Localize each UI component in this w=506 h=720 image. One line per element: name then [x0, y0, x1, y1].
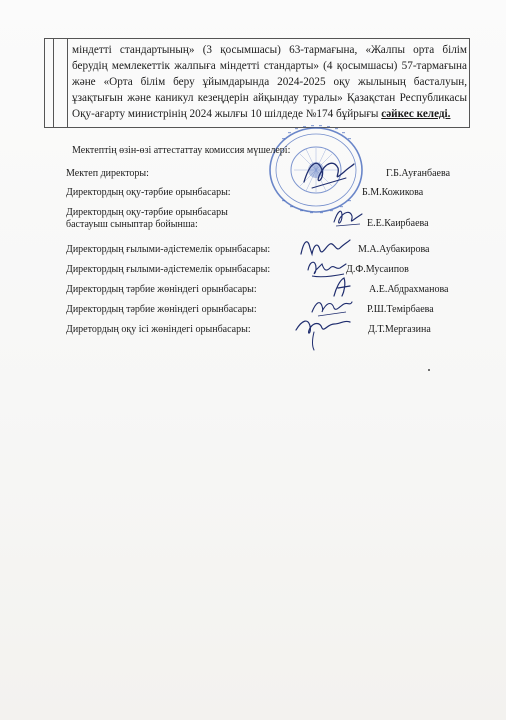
member-name: Д.Ф.Мусаипов — [346, 264, 409, 275]
member-row — [66, 304, 476, 320]
member-role-line1: Директордың оқу-тәрбие орынбасары — [66, 207, 228, 218]
member-role — [66, 207, 228, 231]
member-name: Р.Ш.Темірбаева — [367, 304, 434, 315]
member-role: Директордың оқу-тәрбие орынбасары: — [66, 187, 231, 198]
member-name: А.Е.Абдрахманова — [369, 284, 449, 295]
member-role-line2: бастауыш сыныптар бойынша: — [66, 219, 198, 230]
criteria-table-fragment — [44, 38, 470, 128]
table-column-criterion — [53, 39, 68, 127]
member-row — [66, 207, 476, 237]
member-role: Директордың тәрбие жөніндегі орынбасары: — [66, 284, 257, 295]
member-row — [66, 324, 476, 340]
member-name: М.А.Аубакирова — [358, 244, 430, 255]
member-row — [66, 284, 476, 300]
member-name: Б.М.Кожикова — [362, 187, 424, 198]
member-role: Директордың ғылыми-әдістемелік орынбасары: — [66, 244, 271, 255]
member-row — [66, 168, 476, 184]
member-name: Е.Е.Каирбаева — [367, 218, 429, 229]
table-cell-conclusion — [72, 42, 467, 122]
member-role: Мектеп директоры: — [66, 168, 149, 179]
member-row — [66, 244, 476, 260]
member-role: Диретордың оқу ісі жөніндегі орынбасары: — [66, 324, 251, 335]
table-cell-text: міндетті стандартының» (3 қосымшасы) 63-тармағына, «Жалпы орта білім берудің мемлекеттік жалпыға міндетті стандарты» (4 қосымшасы) 57-тармағына және «Орта білім беру ұйымдарында 2024-2025 оқу жылының басталуын, ұзақтығын және каникул кезеңдерін айқындау туралы» Қазақстан Республикасы Оқу-ағарту министрінің 2024 жылғы 10 шілдеде №174 бұйрығы — [72, 44, 467, 120]
member-role: Директордың тәрбие жөніндегі орынбасары: — [66, 304, 257, 315]
table-cell-conclusion-bold: сәйкес келеді. — [381, 108, 451, 120]
signature-member-icon — [292, 312, 356, 352]
member-row — [66, 264, 476, 280]
scan-speck — [428, 369, 430, 371]
member-name: Д.Т.Мергазина — [368, 324, 431, 335]
member-name: Г.Б.Ауғанбаева — [386, 168, 451, 179]
commission-heading: Мектептің өзін-өзі аттестаттау комиссия мүшелері: — [72, 145, 291, 156]
member-role: Директордың ғылыми-әдістемелік орынбасары: — [66, 264, 271, 275]
signature-director-icon — [300, 152, 356, 194]
member-row — [66, 187, 476, 203]
signature-member-icon — [330, 204, 366, 230]
